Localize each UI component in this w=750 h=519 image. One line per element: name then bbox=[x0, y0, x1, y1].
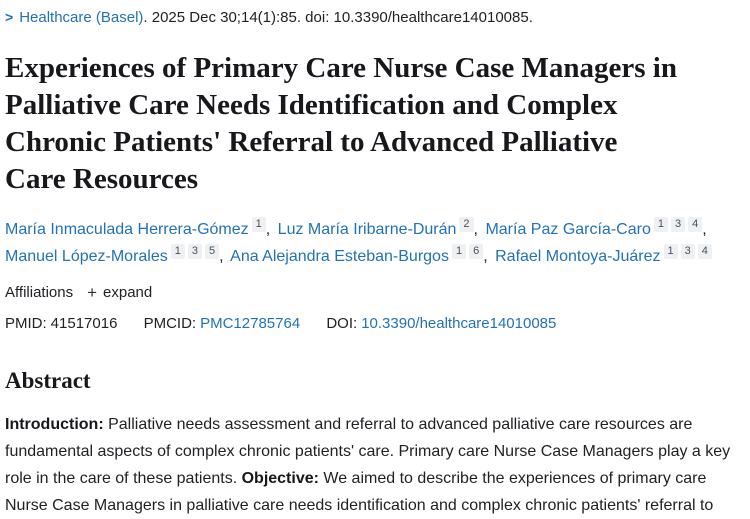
abstract-intro-text: Palliative needs assessment and referral to advanced palliative care resources are fundamental aspects of complex chronic patients' care. Primary care Nurse Case Managers play a key role in the care of these patients. bbox=[5, 416, 731, 487]
author-item bbox=[230, 245, 483, 265]
author-item bbox=[485, 218, 702, 238]
author-link[interactable]: Luz María Iribarne-Durán bbox=[277, 221, 457, 238]
expand-affiliations-button[interactable] bbox=[87, 284, 152, 301]
article-title-line: Palliative Care Needs Identification and Complex bbox=[5, 89, 618, 121]
author-separator: , bbox=[702, 221, 707, 238]
author-separator: , bbox=[219, 248, 224, 265]
author-link[interactable]: María Inmaculada Herrera-Gómez bbox=[5, 221, 249, 238]
affiliation-sup-badge[interactable]: 6 bbox=[469, 244, 483, 259]
citation-details: . 2025 Dec 30;14(1):85. doi: 10.3390/healthcare14010085. bbox=[143, 9, 533, 26]
author-item bbox=[5, 218, 266, 238]
authors-list bbox=[5, 216, 740, 270]
affiliations-row bbox=[5, 284, 740, 301]
affiliation-sup-badge[interactable]: 2 bbox=[459, 217, 473, 232]
pmid-label: PMID: bbox=[5, 315, 47, 332]
pmcid-link[interactable]: PMC12785764 bbox=[200, 315, 301, 332]
affiliation-sup-badge[interactable]: 4 bbox=[698, 244, 712, 259]
author-item bbox=[495, 245, 712, 265]
affiliation-sup-badge[interactable]: 3 bbox=[188, 244, 202, 259]
author-link[interactable]: Manuel López-Morales bbox=[5, 248, 168, 265]
article-title bbox=[5, 50, 740, 198]
doi-label: DOI: bbox=[326, 315, 358, 332]
article-title-line: Care Resources bbox=[5, 163, 199, 195]
identifiers-row bbox=[5, 314, 740, 334]
journal-link[interactable]: Healthcare (Basel) bbox=[19, 9, 144, 26]
affiliation-sup-badge[interactable]: 1 bbox=[252, 217, 266, 232]
abstract-heading: Abstract bbox=[5, 368, 91, 393]
doi-group bbox=[326, 315, 556, 332]
plus-icon: + bbox=[87, 283, 98, 302]
abstract-intro-label: Introduction: bbox=[5, 416, 104, 433]
abstract-paragraph bbox=[5, 411, 740, 519]
author-link[interactable]: Rafael Montoya-Juárez bbox=[495, 248, 661, 265]
author-separator: , bbox=[483, 248, 488, 265]
citation-bar bbox=[5, 8, 740, 28]
affiliation-sup-badge[interactable]: 3 bbox=[681, 244, 695, 259]
affiliation-sup-badge[interactable]: 5 bbox=[205, 244, 219, 259]
affiliation-sup-badge[interactable]: 3 bbox=[671, 217, 685, 232]
affiliation-sup-badge[interactable]: 1 bbox=[664, 244, 678, 259]
pmcid-label: PMCID: bbox=[143, 315, 197, 332]
pmid-group bbox=[5, 315, 117, 332]
doi-link[interactable]: 10.3390/healthcare14010085 bbox=[361, 315, 557, 332]
article-title-line: Experiences of Primary Care Nurse Case Managers in bbox=[5, 52, 677, 84]
article-title-line: Chronic Patients' Referral to Advanced Palliative bbox=[5, 126, 618, 158]
author-item bbox=[5, 245, 219, 265]
abstract-objective-text: We aimed to describe the experiences of primary care Nurse Case Managers in palliative care needs identification and complex chronic patients' referral to bbox=[5, 470, 714, 514]
pmid-value: 41517016 bbox=[50, 315, 118, 332]
pmcid-group bbox=[144, 315, 301, 332]
affiliation-sup-badge[interactable]: 1 bbox=[452, 244, 466, 259]
author-link[interactable]: Ana Alejandra Esteban-Burgos bbox=[230, 248, 449, 265]
affiliation-sup-badge[interactable]: 1 bbox=[654, 217, 668, 232]
abstract-objective-label: Objective: bbox=[241, 470, 319, 487]
expand-label: expand bbox=[103, 284, 153, 301]
affiliation-sup-badge[interactable]: 1 bbox=[171, 244, 185, 259]
chevron-right-icon[interactable]: > bbox=[5, 9, 14, 25]
affiliations-label: Affiliations bbox=[5, 284, 74, 301]
author-item bbox=[277, 218, 474, 238]
author-separator: , bbox=[265, 221, 271, 238]
author-link[interactable]: María Paz García-Caro bbox=[485, 221, 651, 238]
author-separator: , bbox=[473, 221, 478, 238]
affiliation-sup-badge[interactable]: 4 bbox=[688, 217, 702, 232]
